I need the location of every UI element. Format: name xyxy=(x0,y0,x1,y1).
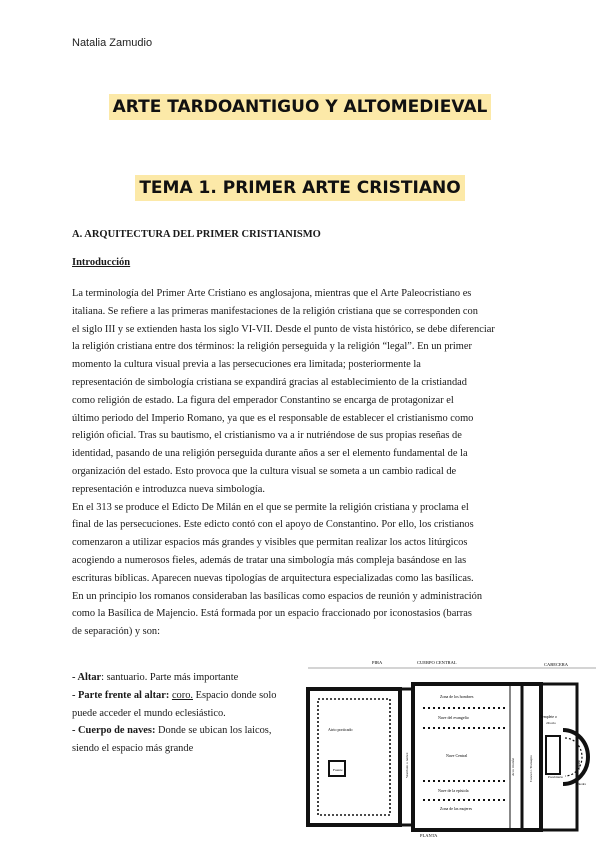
plan-label-central: CUERPO CENTRAL xyxy=(417,660,457,665)
document-title xyxy=(0,97,600,117)
paragraph-line: de separación) y son: xyxy=(72,626,161,638)
paragraph-line: como religión de estado. La figura del emperador Constantino se encarga de protagonizar el xyxy=(72,394,454,406)
paragraph-line: La terminología del Primer Arte Cristiano es anglosajona, mientras que el Arte Paleocristiano es xyxy=(72,288,472,299)
plan-label-pira: PIRA xyxy=(372,660,383,665)
paragraph-line: organización del estado. Esto provoca que la cultura visual se someta a un cambio radical de xyxy=(72,465,457,477)
section-heading: A. ARQUITECTURA DEL PRIMER CRISTIANISMO xyxy=(72,229,321,240)
list-item-naves-cont: siendo el espacio más grande xyxy=(72,743,194,755)
paragraph-line: acogiendo a numerosos fieles, además de tratar una simbología más compleja basándose en las xyxy=(72,554,467,566)
paragraph-line: final de las persecuciones. Este edicto contó con el apoyo de Constantino. Por ello, los cristianos xyxy=(72,519,474,531)
plan-label-cancel: Cancel o Transepto xyxy=(529,754,533,782)
plan-label-catedra: Cátedra xyxy=(576,782,586,786)
list-item-naves xyxy=(72,722,300,740)
paragraph-line: la religión cristiana entre dos términos: la religión perseguida y la religión “legal”. En un primer xyxy=(72,341,472,353)
list-keyword: coro. xyxy=(171,689,193,701)
author-name: Natalia Zamudio xyxy=(72,37,153,49)
paragraph-line: representación e introduzca nueva simbología. xyxy=(72,483,266,495)
plan-label-zona-hombres: Zona de los hombres xyxy=(440,694,474,699)
basilica-parts-list xyxy=(72,669,300,758)
plan-label-atrio: Atrio porticado xyxy=(328,727,353,732)
list-text: Espacio donde solo xyxy=(193,689,277,701)
paragraph-line: el siglo III y se extienden hasta los siglo VI-VII. Desde el punto de vista histórico, se debe diferenciar xyxy=(72,323,495,335)
atrio-colonnade xyxy=(318,699,390,815)
atrio-wall xyxy=(308,689,400,825)
plan-label-fuente: Fuente xyxy=(333,768,343,772)
chapter-title xyxy=(0,178,600,198)
plan-label-templete: Templete o xyxy=(540,715,557,719)
plan-label-abside: Ábside xyxy=(577,760,581,770)
plan-label-vestibulo: Vestíbulo o nártex xyxy=(405,752,409,778)
basilica-floor-plan xyxy=(300,658,596,840)
plan-label-planta: PLANTA xyxy=(420,833,438,838)
document-title-text: ARTE TARDOANTIGUO Y ALTOMEDIEVAL xyxy=(109,94,492,120)
paragraph-line: último periodo del Imperio Romano, ya que es el responsable de establecer el cristianismo como xyxy=(72,412,474,424)
list-label: - Parte frente al altar: xyxy=(72,689,170,701)
list-item-coro-cont: puede acceder el mundo eclesiástico. xyxy=(72,707,226,719)
body-paragraph xyxy=(72,285,528,641)
plan-label-nave-epistola: Nave de la epístola xyxy=(438,788,469,793)
paragraph-line: En el 313 se produce el Edicto De Milán en el que se permite la religión cristiana y proclama el xyxy=(72,501,469,513)
list-text: : santuario. Parte más importante xyxy=(101,672,239,683)
chapter-title-text: TEMA 1. PRIMER ARTE CRISTIANO xyxy=(135,175,464,201)
paragraph-line: italiana. Se refiere a las primeras manifestaciones de la religión cristiana que se corresponden con xyxy=(72,305,478,317)
paragraph-line: momento la cultura visual previa a las persecuciones era limitada; posteriormente la xyxy=(72,359,421,371)
plan-label-zona-mujeres: Zona de las mujeres xyxy=(440,806,473,811)
plan-label-nave-central: Nave Central xyxy=(446,753,468,758)
intro-heading: Introducción xyxy=(72,257,131,268)
plan-label-presbiterio: Presbiterio xyxy=(548,775,564,779)
list-label: - Altar xyxy=(72,672,102,683)
paragraph-line: comenzaron a utilizar espacios más grandes y visibles que permitan realizar los actos litúrgicos xyxy=(72,537,468,549)
paragraph-line: En un principio los romanos consideraban las basílicas como espacios de reunión y administración xyxy=(72,590,483,602)
plan-label-ciborio: ciborio xyxy=(546,721,556,725)
templete-shape xyxy=(546,736,560,774)
paragraph-line: escrituras bíblicas. Aparecen nuevas tipologías de arquitectura especializadas como las basílicas. xyxy=(72,572,474,584)
plan-label-nave-evangelio: Nave del evangelio xyxy=(438,715,469,720)
list-text: Donde se ubican los laicos, xyxy=(155,725,272,737)
paragraph-line: representación de simbología cristiana se expandirá gracias al establecimiento de la cristiandad xyxy=(72,376,467,388)
list-item-coro xyxy=(72,687,300,705)
paragraph-line: identidad, pasando de una religión perseguida durante años a ser el elemento fundamental de la xyxy=(72,448,468,460)
paragraph-line: religión oficial. Tras su bautismo, el cristianismo va a ir nutriéndose de sus propias reseñas de xyxy=(72,430,462,442)
plan-label-cabecera: CABECERA xyxy=(544,662,569,667)
paragraph-line: como la Basílica de Majencio. Está formada por un espacio fraccionado por iconostasios (barras xyxy=(72,608,472,620)
list-item-altar xyxy=(72,669,300,687)
plan-label-arco: Arco triunfal xyxy=(511,757,515,776)
list-label: - Cuerpo de naves: xyxy=(72,725,156,737)
